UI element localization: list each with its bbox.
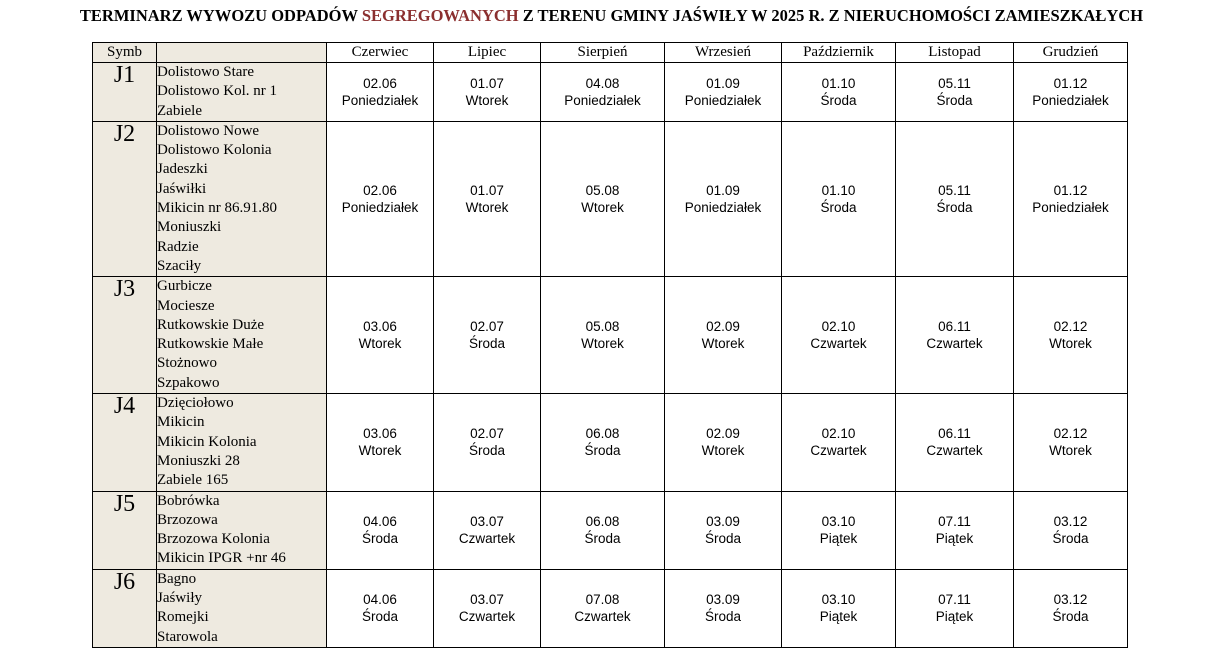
pickup-date-cell: [327, 491, 434, 569]
month-header: Listopad: [896, 43, 1014, 63]
table-row: [93, 491, 1128, 569]
location-name: Starowola: [157, 628, 218, 645]
location-name: Rutkowskie Duże: [157, 316, 265, 333]
locations-cell: [157, 63, 327, 122]
location-name: Rutkowskie Małe: [157, 336, 264, 353]
pickup-weekday: Wtorek: [358, 336, 402, 352]
location-name: Szpakowo: [157, 374, 220, 391]
pickup-date-cell: [665, 121, 782, 276]
pickup-date-cell: [327, 63, 434, 122]
location-name: Stożnowo: [157, 355, 217, 372]
pickup-weekday: Środa: [820, 92, 857, 108]
pickup-date-cell: [434, 394, 541, 491]
pickup-date: 02.06: [363, 183, 397, 199]
header-row: [93, 43, 1128, 63]
pickup-date-cell: [1014, 491, 1128, 569]
location-name: Brzozowa Kolonia: [157, 531, 270, 548]
pickup-date: 01.12: [1053, 183, 1088, 199]
pickup-date-cell: [896, 63, 1014, 122]
pickup-date: 07.11: [938, 592, 971, 608]
pickup-weekday: Środa: [1052, 531, 1089, 547]
pickup-date: 01.12: [1053, 75, 1088, 91]
pickup-date-cell: [782, 491, 896, 569]
pickup-date: 01.07: [470, 75, 504, 91]
pickup-date-cell: [782, 121, 896, 276]
schedule-body: [93, 63, 1128, 648]
pickup-date-cell: [782, 569, 896, 647]
locations-cell: [157, 569, 327, 647]
pickup-weekday: Środa: [584, 531, 621, 547]
pickup-weekday: Środa: [704, 609, 742, 625]
pickup-date-cell: [1014, 63, 1128, 122]
location-name: Mikicin nr 86.91.80: [157, 200, 277, 217]
pickup-date: 01.09: [706, 75, 740, 91]
pickup-date: 02.10: [821, 319, 856, 335]
pickup-weekday: Poniedziałek: [684, 92, 762, 108]
pickup-weekday: Środa: [936, 200, 973, 216]
locations-cell: [157, 394, 327, 491]
pickup-date-cell: [665, 394, 782, 491]
pickup-date-cell: [434, 63, 541, 122]
locations-cell: [157, 277, 327, 394]
pickup-date: 05.11: [938, 75, 971, 91]
month-header: Grudzień: [1014, 43, 1128, 63]
pickup-date: 02.12: [1053, 319, 1088, 335]
pickup-date-cell: [327, 121, 434, 276]
pickup-date-cell: [327, 394, 434, 491]
pickup-weekday: Środa: [704, 531, 742, 547]
location-name: Romejki: [157, 609, 209, 626]
location-name: Zabiele: [157, 102, 202, 119]
month-header: Lipiec: [434, 43, 541, 63]
pickup-weekday: Wtorek: [1049, 443, 1092, 459]
pickup-date-cell: [541, 394, 665, 491]
location-name: Moniuszki: [157, 219, 222, 236]
pickup-date-cell: [541, 63, 665, 122]
pickup-weekday: Środa: [1052, 609, 1089, 625]
pickup-date: 03.12: [1053, 592, 1088, 608]
pickup-date: 06.11: [938, 426, 971, 442]
pickup-date: 02.07: [470, 426, 504, 442]
location-name: Mikicin IPGR +nr 46: [157, 550, 286, 567]
table-row: [93, 121, 1128, 276]
pickup-date: 04.06: [363, 592, 397, 608]
pickup-date: 02.09: [706, 426, 740, 442]
pickup-date-cell: [327, 277, 434, 394]
pickup-date-cell: [896, 121, 1014, 276]
pickup-date: 04.08: [585, 75, 620, 91]
month-header: Październik: [782, 43, 896, 63]
pickup-date: 03.09: [706, 514, 740, 530]
route-symbol: J4: [93, 394, 157, 491]
pickup-date-cell: [896, 277, 1014, 394]
pickup-date: 01.10: [821, 75, 856, 91]
pickup-weekday: Czwartek: [926, 336, 983, 352]
location-name: Dolistowo Kolonia: [157, 142, 272, 159]
pickup-weekday: Środa: [468, 443, 506, 459]
pickup-date: 03.10: [821, 592, 856, 608]
pickup-date: 03.09: [706, 592, 740, 608]
location-name: Mociesze: [157, 297, 215, 314]
pickup-date-cell: [782, 63, 896, 122]
pickup-date: 03.06: [363, 426, 397, 442]
pickup-date-cell: [665, 491, 782, 569]
pickup-date: 07.11: [938, 514, 971, 530]
pickup-date: 07.08: [585, 592, 620, 608]
pickup-weekday: Piątek: [935, 531, 974, 547]
pickup-date-cell: [434, 121, 541, 276]
pickup-date: 02.10: [821, 426, 856, 442]
pickup-weekday: Wtorek: [1049, 336, 1092, 352]
pickup-weekday: Wtorek: [581, 336, 624, 352]
location-name: Mikicin Kolonia: [157, 433, 257, 450]
pickup-date: 01.10: [821, 183, 856, 199]
pickup-weekday: Czwartek: [574, 609, 631, 625]
table-row: [93, 394, 1128, 491]
pickup-weekday: Środa: [361, 609, 399, 625]
location-name: Gurbicze: [157, 278, 212, 295]
location-name: Dolistowo Stare: [157, 64, 255, 80]
pickup-weekday: Środa: [584, 443, 621, 459]
pickup-date-cell: [782, 394, 896, 491]
route-symbol: J6: [93, 569, 157, 647]
pickup-date-cell: [665, 569, 782, 647]
pickup-weekday: Wtorek: [581, 200, 624, 216]
month-header: Sierpień: [541, 43, 665, 63]
pickup-weekday: Czwartek: [926, 443, 983, 459]
pickup-weekday: Wtorek: [465, 200, 509, 216]
pickup-date-cell: [434, 569, 541, 647]
location-name: Zabiele 165: [157, 472, 229, 489]
route-symbol: J5: [93, 491, 157, 569]
pickup-weekday: Poniedziałek: [684, 200, 762, 216]
pickup-date-cell: [896, 569, 1014, 647]
pickup-date-cell: [1014, 121, 1128, 276]
pickup-weekday: Wtorek: [701, 443, 745, 459]
pickup-date: 01.07: [470, 183, 504, 199]
pickup-date-cell: [434, 277, 541, 394]
pickup-date-cell: [541, 569, 665, 647]
location-name: Szaciły: [157, 257, 202, 274]
symbol-column-header: Symb: [93, 43, 157, 63]
pickup-date: 01.09: [706, 183, 740, 199]
locations-cell: [157, 491, 327, 569]
pickup-weekday: Środa: [361, 531, 399, 547]
pickup-weekday: Piątek: [935, 609, 974, 625]
title-after: Z TERENU GMINY JAŚWIŁY W 2025 R. Z NIERUCHOMOŚCI ZAMIESZKAŁYCH: [518, 6, 1144, 25]
pickup-date: 05.11: [938, 183, 971, 199]
pickup-weekday: Poniedziałek: [564, 92, 641, 108]
table-row: [93, 277, 1128, 394]
page-title: [0, 6, 1223, 26]
pickup-date: 06.11: [938, 319, 971, 335]
pickup-date: 03.06: [363, 319, 397, 335]
pickup-date-cell: [434, 491, 541, 569]
pickup-weekday: Środa: [936, 92, 973, 108]
pickup-date: 02.06: [363, 75, 397, 91]
pickup-weekday: Piątek: [819, 609, 858, 625]
pickup-date: 03.07: [470, 592, 504, 608]
pickup-weekday: Środa: [468, 336, 506, 352]
pickup-date-cell: [1014, 277, 1128, 394]
pickup-date-cell: [1014, 394, 1128, 491]
location-name: Moniuszki 28: [157, 452, 240, 469]
pickup-weekday: Wtorek: [358, 443, 402, 459]
pickup-date-cell: [541, 277, 665, 394]
pickup-weekday: Czwartek: [810, 336, 867, 352]
pickup-date-cell: [782, 277, 896, 394]
month-header: Czerwiec: [327, 43, 434, 63]
table-row: [93, 569, 1128, 647]
locations-column-header: [157, 43, 327, 63]
pickup-date-cell: [1014, 569, 1128, 647]
pickup-date: 02.07: [470, 319, 504, 335]
location-name: Mikicin: [157, 414, 205, 431]
pickup-weekday: Wtorek: [701, 336, 745, 352]
pickup-date: 06.08: [585, 514, 620, 530]
route-symbol: J3: [93, 277, 157, 394]
pickup-date: 04.06: [363, 514, 397, 530]
location-name: Radzie: [157, 238, 199, 255]
pickup-weekday: Poniedziałek: [341, 92, 419, 108]
pickup-date: 03.10: [821, 514, 856, 530]
pickup-date: 03.12: [1053, 514, 1088, 530]
pickup-weekday: Środa: [820, 200, 857, 216]
pickup-date-cell: [665, 277, 782, 394]
pickup-weekday: Czwartek: [458, 609, 516, 625]
pickup-date-cell: [327, 569, 434, 647]
pickup-weekday: Piątek: [819, 531, 858, 547]
pickup-weekday: Wtorek: [465, 92, 509, 108]
pickup-weekday: Czwartek: [458, 531, 516, 547]
pickup-date: 06.08: [585, 426, 620, 442]
location-name: Dzięciołowo: [157, 395, 234, 412]
pickup-date-cell: [541, 121, 665, 276]
pickup-weekday: Poniedziałek: [1032, 200, 1109, 216]
location-name: Dolistowo Kol. nr 1: [157, 83, 277, 100]
table-row: [93, 63, 1128, 122]
pickup-date: 02.09: [706, 319, 740, 335]
pickup-date-cell: [665, 63, 782, 122]
location-name: Jaświłki: [157, 180, 207, 197]
title-highlight: SEGREGOWANYCH: [361, 6, 519, 25]
pickup-date-cell: [896, 394, 1014, 491]
pickup-weekday: Czwartek: [810, 443, 867, 459]
locations-cell: [157, 121, 327, 276]
month-header: Wrzesień: [665, 43, 782, 63]
location-name: Bobrówka: [157, 492, 220, 509]
route-symbol: J2: [93, 121, 157, 276]
location-name: Dolistowo Nowe: [157, 122, 260, 139]
location-name: Jadeszki: [157, 161, 208, 178]
location-name: Jaświły: [157, 590, 202, 607]
pickup-date-cell: [541, 491, 665, 569]
location-name: Bagno: [157, 570, 197, 587]
pickup-date: 02.12: [1053, 426, 1088, 442]
pickup-weekday: Poniedziałek: [1032, 92, 1109, 108]
route-symbol: J1: [93, 63, 157, 122]
title-before: TERMINARZ WYWOZU ODPADÓW: [79, 6, 362, 25]
schedule-table: [92, 42, 1128, 648]
pickup-date: 05.08: [585, 183, 620, 199]
pickup-date: 03.07: [470, 514, 504, 530]
pickup-date-cell: [896, 491, 1014, 569]
pickup-date: 05.08: [585, 319, 620, 335]
location-name: Brzozowa: [157, 511, 218, 528]
pickup-weekday: Poniedziałek: [341, 200, 419, 216]
